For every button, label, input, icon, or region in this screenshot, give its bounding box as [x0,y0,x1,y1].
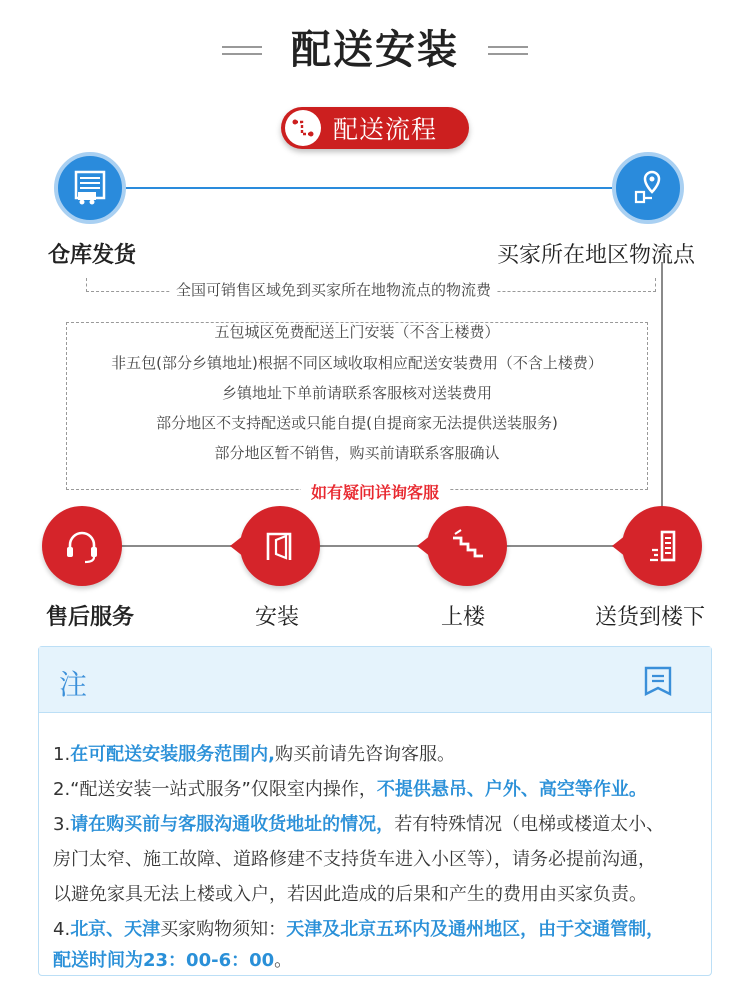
upstairs-label: 上楼 [441,605,486,630]
notice-panel [38,646,712,976]
map-pin-icon [628,168,668,208]
door-icon [260,526,300,566]
after-sales-node [42,506,122,586]
notice-item-4-cont: 配送时间为23：00-6：00。 [53,950,293,971]
warehouse-label: 仓库发货 [48,243,137,268]
flow-pill-label: 配送流程 [333,115,438,144]
notice-item-1: 1.在可配送安装服务范围内,购买前请先咨询客服。 [53,744,456,765]
info-line: 非五包(部分乡镇地址)根据不同区域收取相应配送安装费用（不含上楼费） [111,354,603,372]
notice-item-3-cont: 以避免家具无法上楼或入户，若因此造成的后果和产生的费用由买家负责。 [53,884,647,905]
stairs-icon [447,526,487,566]
flow-pill [281,107,469,149]
delivery-node [622,506,702,586]
bookmark-icon [643,665,673,701]
info-line: 五包城区免费配送上门安装（不含上楼费） [214,323,500,341]
notice-item-3-cont: 房门太窄、施工故障、道路修建不支持货车进入小区等），请务必提前沟通， [53,849,656,870]
consult-note-text: 如有疑问详询客服 [301,483,449,502]
info-line: 部分地区暂不销售，购买前请联系客服确认 [214,444,500,462]
notice-header [39,647,711,713]
page-title: 配送安装 [291,27,459,73]
delivery-label: 送货到楼下 [595,605,706,630]
right-connector [661,262,663,516]
headset-icon [61,525,103,567]
free-note: 全国可销售区域免到买家所在地物流点的物流费 [170,279,497,300]
after-sales-label: 售后服务 [46,605,135,630]
notice-item-3: 3.请在购买前与客服沟通收货地址的情况，若有特殊情况（电梯或楼道太小、 [53,814,665,835]
top-connector [122,187,622,189]
upstairs-node [427,506,507,586]
notice-item-2: 2.“配送安装一站式服务”仅限室内操作，不提供悬吊、户外、高空等作业。 [53,779,647,800]
building-icon [642,526,682,566]
route-icon [285,110,321,146]
info-box [66,322,648,490]
info-line: 部分地区不支持配送或只能自提(自提商家无法提供送装服务) [156,414,558,432]
consult-note [0,480,750,503]
logistics-node [612,152,684,224]
install-label: 安装 [255,605,300,630]
info-line: 乡镇地址下单前请联系客服核对送装费用 [221,384,492,402]
title-decoration-right [488,46,528,48]
warehouse-node [54,152,126,224]
bottom-connector [112,545,632,547]
notice-heading: 注 [59,668,88,701]
warehouse-icon [70,168,110,208]
logistics-label: 买家所在地区物流点 [497,243,696,268]
install-node [240,506,320,586]
notice-item-4: 4.北京、天津买家购物须知：天津及北京五环内及通州地区，由于交通管制， [53,919,665,940]
